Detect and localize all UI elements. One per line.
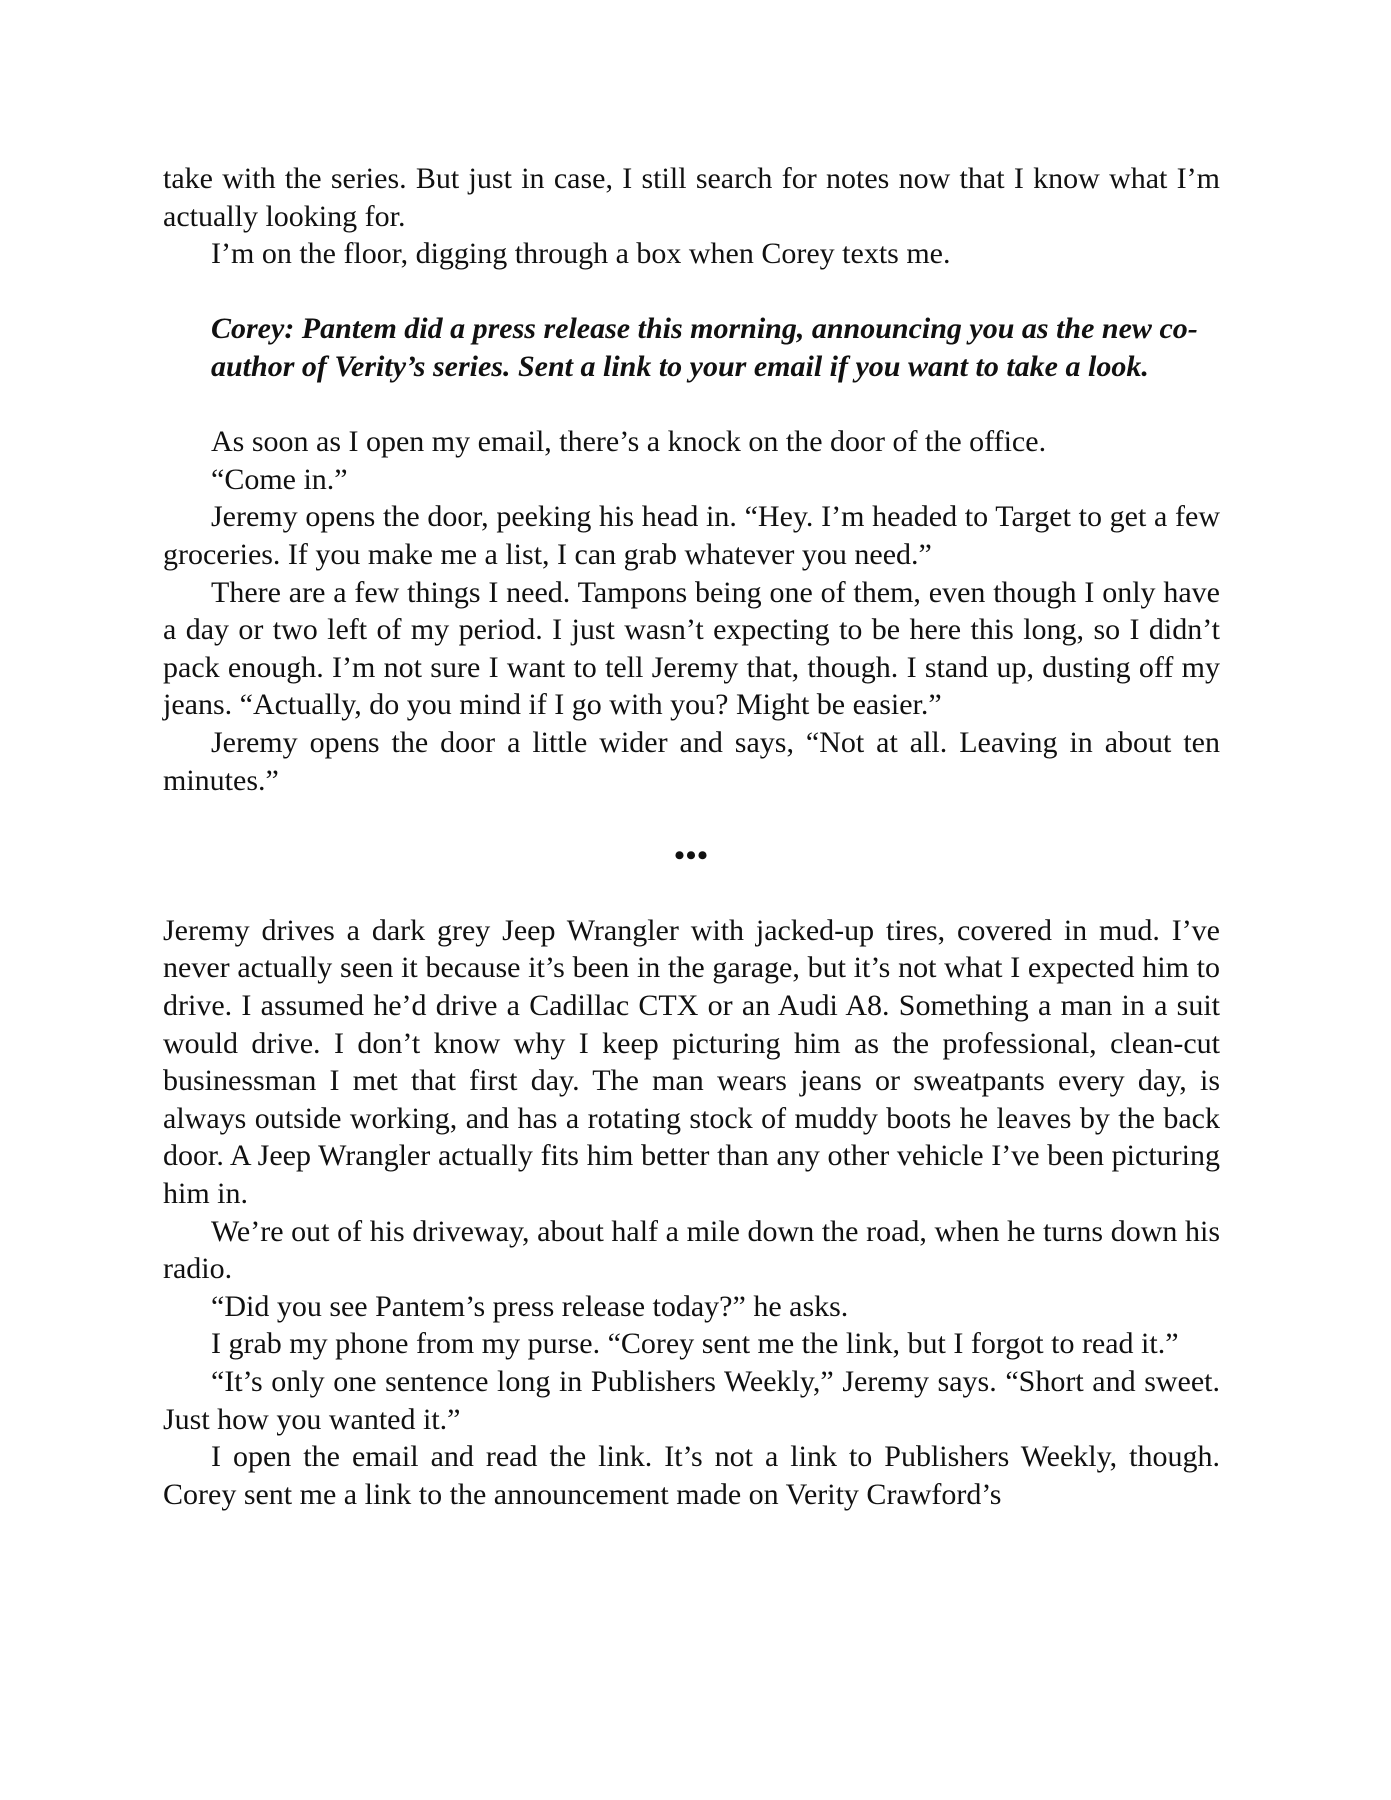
text-message: Corey: Pantem did a press release this morning, announcing you as the new co-author of Verity’s series. Sent a link to your email if you want to take a look. xyxy=(211,312,1198,383)
paragraph-continuation: take with the series. But just in case, I still search for notes now that I know what I’m actually looking for. xyxy=(163,162,1220,233)
paragraph: I open the email and read the link. It’s not a link to Publishers Weekly, though. Corey sent me a link to the announcement made on Verity Crawford’s xyxy=(163,1440,1220,1511)
paragraph: Jeremy drives a dark grey Jeep Wrangler with jacked-up tires, covered in mud. I’ve never actually seen it because it’s been in the garage, but it’s not what I expected him to drive. I assumed he’d drive a Cadillac CTX or an Audi A8. Something a man in a suit would drive. I don’t know why I keep picturing him as the professional, clean-cut businessman I met that first day. The man wears jeans or sweatpants every day, is always outside working, and has a rotating stock of muddy boots he leaves by the back door. A Jeep Wrangler actually fits him better than any other vehicle I’ve been picturing him in. xyxy=(163,913,1220,1211)
paragraph: “Come in.” xyxy=(211,462,348,496)
paragraph: We’re out of his driveway, about half a mile down the road, when he turns down his radio. xyxy=(163,1214,1220,1286)
scene-break: ••• xyxy=(674,838,709,872)
paragraph: I’m on the floor, digging through a box when Corey texts me. xyxy=(211,237,951,271)
paragraph: Jeremy opens the door, peeking his head in. “Hey. I’m headed to Target to get a few groceries. If you make me a list, I can grab whatever you need.” xyxy=(163,500,1220,571)
book-page xyxy=(163,160,1220,1513)
paragraph: “Did you see Pantem’s press release today?” he asks. xyxy=(211,1289,849,1323)
paragraph: “It’s only one sentence long in Publishers Weekly,” Jeremy says. “Short and sweet. Just how you wanted it.” xyxy=(163,1365,1220,1436)
paragraph: As soon as I open my email, there’s a knock on the door of the office. xyxy=(211,425,1047,459)
paragraph: Jeremy opens the door a little wider and says, “Not at all. Leaving in about ten minutes.” xyxy=(163,725,1220,797)
paragraph: I grab my phone from my purse. “Corey sent me the link, but I forgot to read it.” xyxy=(211,1327,1179,1361)
paragraph: There are a few things I need. Tampons being one of them, even though I only have a day or two left of my period. I just wasn’t expecting to be here this long, so I didn’t pack enough. I’m not sure I want to tell Jeremy that, though. I stand up, dusting off my jeans. “Actually, do you mind if I go with you? Might be easier.” xyxy=(163,575,1220,722)
